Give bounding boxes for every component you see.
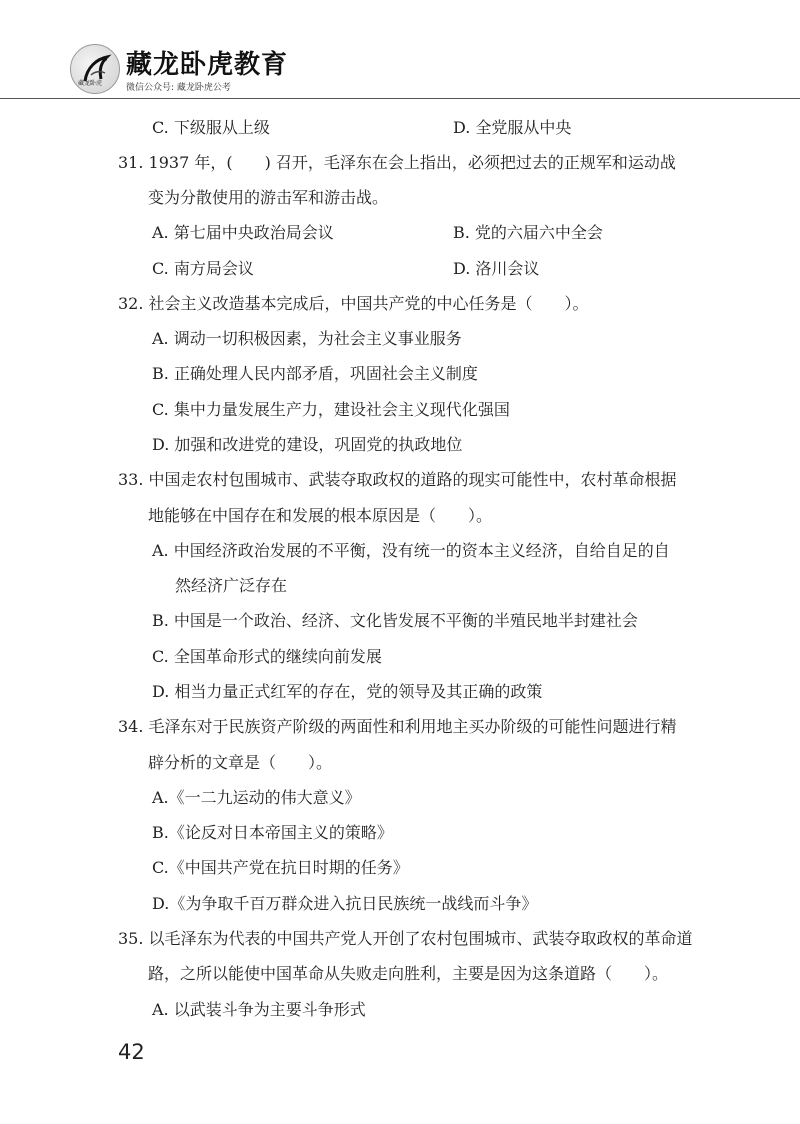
q33-stem-line2: 地能够在中国存在和发展的根本原因是（ ）。 [148,506,493,525]
q33-option-b: B. 中国是一个政治、经济、文化皆发展不平衡的半殖民地半封建社会 [152,611,638,630]
q30-option-c: C. 下级服从上级 [152,118,270,137]
q34-option-d: D.《为争取千百万群众进入抗日民族统一战线而斗争》 [152,894,538,913]
q32-option-a: A. 调动一切积极因素，为社会主义事业服务 [152,329,462,348]
q33-option-a-line1: A. 中国经济政治发展的不平衡，没有统一的资本主义经济，自给自足的自 [152,541,670,560]
q31-stem-line2: 变为分散使用的游击军和游击战。 [148,188,389,207]
q33-option-c: C. 全国革命形式的继续向前发展 [152,647,382,666]
logo-caption: 藏龙卧虎 [78,80,103,87]
q31-stem-line1: 31. 1937 年，( ) 召开，毛泽东在会上指出，必须把过去的正规军和运动战 [118,153,676,172]
q34-option-c: C.《中国共产党在抗日时期的任务》 [152,858,409,877]
q31-option-b: B. 党的六届六中全会 [453,223,603,242]
page-number: 42 [118,1040,145,1064]
q32-stem-line1: 32. 社会主义改造基本完成后，中国共产党的中心任务是（ ）。 [118,294,589,313]
q31-option-a: A. 第七届中央政治局会议 [152,223,334,242]
q34-stem-line2: 辟分析的文章是（ ）。 [148,753,333,772]
q33-option-d: D. 相当力量正式红军的存在，党的领导及其正确的政策 [152,682,543,701]
q33-stem-line1: 33. 中国走农村包围城市、武装夺取政权的道路的现实可能性中，农村革命根据 [118,470,677,489]
q35-option-a: A. 以武装斗争为主要斗争形式 [152,1000,366,1019]
q34-stem-line1: 34. 毛泽东对于民族资产阶级的两面性和利用地主买办阶级的可能性问题进行精 [118,717,677,736]
q32-option-c: C. 集中力量发展生产力，建设社会主义现代化强国 [152,400,510,419]
q35-stem-line2: 路，之所以能使中国革命从失败走向胜利，主要是因为这条道路（ ）。 [148,964,669,983]
wechat-account-line: 微信公众号: 藏龙卧虎公考 [126,83,231,93]
q35-stem-line1: 35. 以毛泽东为代表的中国共产党人开创了农村包围城市、武装夺取政权的革命道 [118,929,693,948]
q31-option-d: D. 洛川会议 [453,259,540,278]
q30-option-d: D. 全党服从中央 [453,118,572,137]
q32-option-d: D. 加强和改进党的建设，巩固党的执政地位 [152,435,463,454]
q33-option-a-line2: 然经济广泛存在 [175,576,288,595]
brand-title: 藏龙卧虎教育 [126,50,289,80]
q34-option-a: A.《一二九运动的伟大意义》 [152,788,361,807]
q31-option-c: C. 南方局会议 [152,259,254,278]
q32-option-b: B. 正确处理人民内部矛盾，巩固社会主义制度 [152,364,478,383]
q34-option-b: B.《论反对日本帝国主义的策略》 [152,823,393,842]
